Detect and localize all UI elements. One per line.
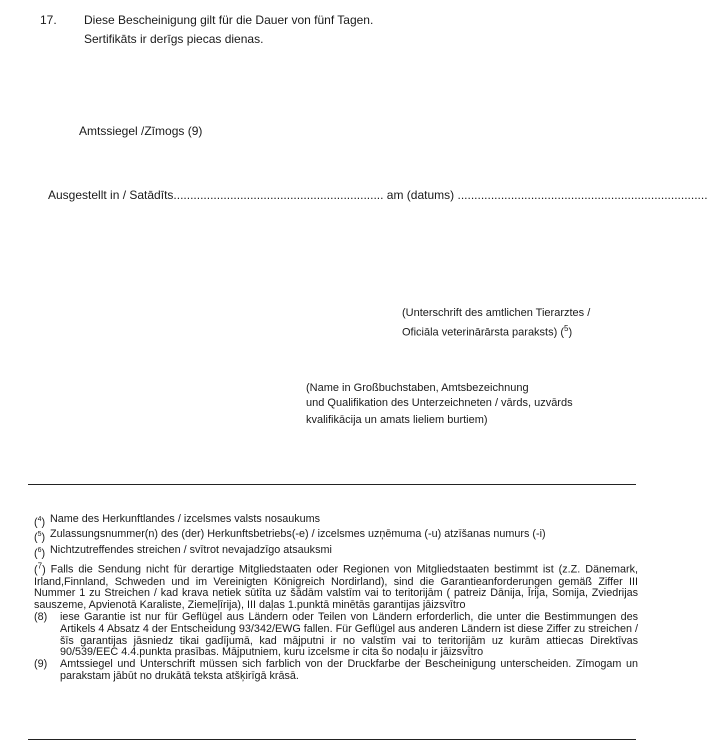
validity-line-lv: Sertifikāts ir derīgs piecas dienas.	[84, 32, 264, 46]
note-text: iese Garantie ist nur für Geflügel aus Ländern oder Teilen von Ländern erforderlich, die unter die Bestimmungen des Artikels 4 Absatz 4 der Entscheidung 93/342/EWG fallen. Für Geflügel aus anderen Ländern ist diese Ziffer zu streichen / šīs garantijas jāsniedz tikai gadījumā, kad mājputni ir no valstīm vai to teritorijām uz kurām attiecas Direktīvas 90/539/EEC 4.4.punkta prasības. Mājputniem, kuru izcelsme ir cita šo nodaļu ir jāizsvītro	[60, 610, 638, 659]
signature-caption-line2: Oficiāla veterinārārsta paraksts) ($^5$)	[402, 324, 573, 339]
signature-caption-text: Oficiāla veterinārārsta paraksts)	[402, 326, 558, 339]
bottom-rule	[28, 739, 636, 740]
issued-line	[48, 188, 708, 203]
issued-date-dots: ...........................................................................	[457, 188, 708, 202]
footnote-text: Falls die Sendung nicht für derartige Mitgliedstaaten oder Regionen von Mitgliedstaaten bestimmt ist (z.Z. Dänemark, Irland,Finnland, Schweden und im Vereinigten Königreich Nordirland), sind die Garantieanforderungen gemäß Ziffer III Nummer 1 zu Streichen / kad krava netiek sūtīta uz šādām valstīm vai to teritorijām ( patreiz Dānija, Īrija, Somija, Zviedrijas sauszeme, Apvienotā Karaliste, Ziemeļīrija), III daļas 1.punktā minētās garantijas jāizsvītro	[34, 563, 639, 612]
note-number: (9)	[34, 658, 48, 671]
issued-place-dots: ...............................................................	[173, 188, 384, 202]
validity-line-de: Diese Bescheinigung gilt für die Dauer von fünf Tagen.	[84, 13, 374, 27]
signature-note-mark: 5	[564, 324, 569, 333]
footnote-long: ($^7$) Falls die Sendung nicht für derartige Mitgliedstaaten oder Regionen von Mitgliedstaaten bestimmt ist (z.Z. Dänemark, Irland,Finnland, Schweden und im Vereinigten Königreich Nordirland), sind die Garantieanforderungen gemäß Ziffer III Nummer 1 zu Streichen / kad krava netiek sūtīta uz šādām valstīm vai to teritorijām ( patreiz Dānija, Īrija, Somija, Zviedrijas sauszeme, Apvienotā Karaliste, Ziemeļīrija), III daļas 1.punktā minētās garantijas jāizsvītro	[34, 561, 639, 612]
name-caption-line2: und Qualifikation des Unterzeichneten / vārds, uzvārds	[306, 397, 573, 409]
name-caption-line1: (Name in Großbuchstaben, Amtsbezeichnung	[306, 382, 529, 394]
section-number: 17.	[40, 13, 57, 27]
footnotes	[34, 514, 638, 683]
footnote-separator	[28, 484, 636, 485]
footnote-text: Zulassungsnummer(n) des (der) Herkunftsbetriebs(-e) / izcelsmes uzņēmuma (-u) atzīšanas numurs (-i)	[50, 528, 546, 541]
footnote-text: Nichtzutreffendes streichen / svītrot nevajadzīgo atsauksmi	[50, 543, 332, 556]
signature-caption-line1: (Unterschrift des amtlichen Tierarztes /	[402, 307, 591, 319]
date-label: am (datums)	[386, 188, 455, 202]
numbered-note-8	[34, 612, 638, 659]
seal-label: Amtssiegel /Zīmogs (9)	[79, 124, 203, 138]
numbered-note-9	[34, 659, 638, 683]
note-number: (8)	[34, 610, 48, 623]
footnote-mark: 6	[37, 546, 42, 554]
footnote-mark: 5	[37, 531, 42, 539]
name-caption-line3: kvalifikācija un amats lieliem burtiem)	[306, 414, 488, 426]
issued-label: Ausgestellt in / Satādīts	[48, 188, 174, 202]
footnote-text: Name des Herkunftlandes / izcelsmes valsts nosaukums	[50, 513, 321, 525]
footnote: ($^5$) Zulassungsnummer(n) des (der) Herkunftsbetriebs(-e) / izcelsmes uzņēmuma (-u) atzīšanas numurs (-i)	[34, 529, 638, 544]
note-text: Amtssiegel und Unterschrift müssen sich farblich von der Druckfarbe der Bescheinigung unterscheiden. Zīmogam un parakstam jābūt no drukātā teksta atšķirīgā krāsā.	[60, 658, 638, 682]
footnote: ($^6$) Nichtzutreffendes streichen / svītrot nevajadzīgo atsauksmi	[34, 545, 638, 560]
footnote-mark: 4	[37, 516, 42, 523]
footnote-mark: 7	[37, 561, 43, 571]
footnote: ($^4$) Name des Herkunftlandes / izcelsmes valsts nosaukums	[34, 514, 638, 529]
